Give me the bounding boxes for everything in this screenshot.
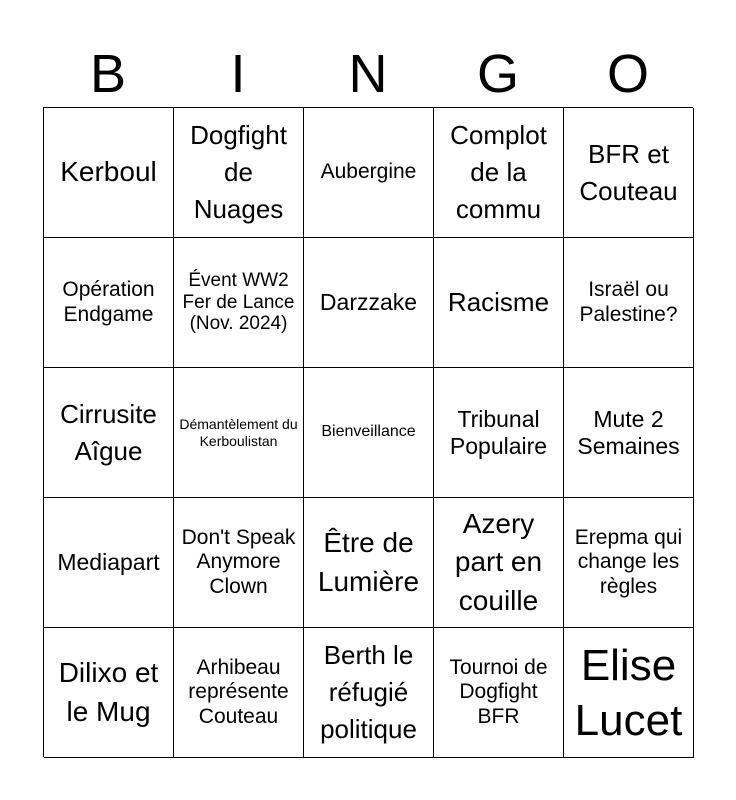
bingo-cell[interactable]: Dogfight de Nuages [174,108,304,238]
bingo-cell[interactable]: Tribunal Populaire [434,368,564,498]
bingo-cell[interactable]: Tournoi de Dogfight BFR [434,628,564,758]
bingo-cell[interactable]: Bienveillance [304,368,434,498]
header-letter-g: G [476,44,519,104]
bingo-cell[interactable]: Kerboul [44,108,174,238]
bingo-cell[interactable]: Racisme [434,238,564,368]
header-letter-o: O [606,44,649,104]
bingo-cell[interactable]: Opération Endgame [44,238,174,368]
bingo-cell[interactable]: Don't Speak Anymore Clown [174,498,304,628]
header-letter-b: B [89,44,127,104]
header-letter-i: I [230,44,246,104]
bingo-cell[interactable]: Mediapart [44,498,174,628]
bingo-cell[interactable]: Mute 2 Semaines [564,368,694,498]
bingo-cell[interactable]: Être de Lumière [304,498,434,628]
bingo-cell[interactable]: Elise Lucet [564,628,694,758]
bingo-cell[interactable]: Berth le réfugié politique [304,628,434,758]
bingo-cell[interactable]: Complot de la commu [434,108,564,238]
header-letter-n: N [348,44,388,104]
bingo-cell[interactable]: Arhibeau représente Couteau [174,628,304,758]
bingo-cell[interactable]: Démantèlement du Kerboulistan [174,368,304,498]
bingo-cell[interactable]: BFR et Couteau [564,108,694,238]
bingo-cell[interactable]: Darzzake [304,238,434,368]
bingo-board [43,107,693,757]
bingo-cell[interactable]: Évent WW2 Fer de Lance (Nov. 2024) [174,238,304,368]
bingo-cell[interactable]: Erepma qui change les règles [564,498,694,628]
bingo-cell[interactable]: Dilixo et le Mug [44,628,174,758]
bingo-cell[interactable]: Azery part en couille [434,498,564,628]
bingo-cell[interactable]: Israël ou Palestine? [564,238,694,368]
bingo-header [43,40,693,108]
bingo-cell[interactable]: Aubergine [304,108,434,238]
bingo-cell[interactable]: Cirrusite Aîgue [44,368,174,498]
